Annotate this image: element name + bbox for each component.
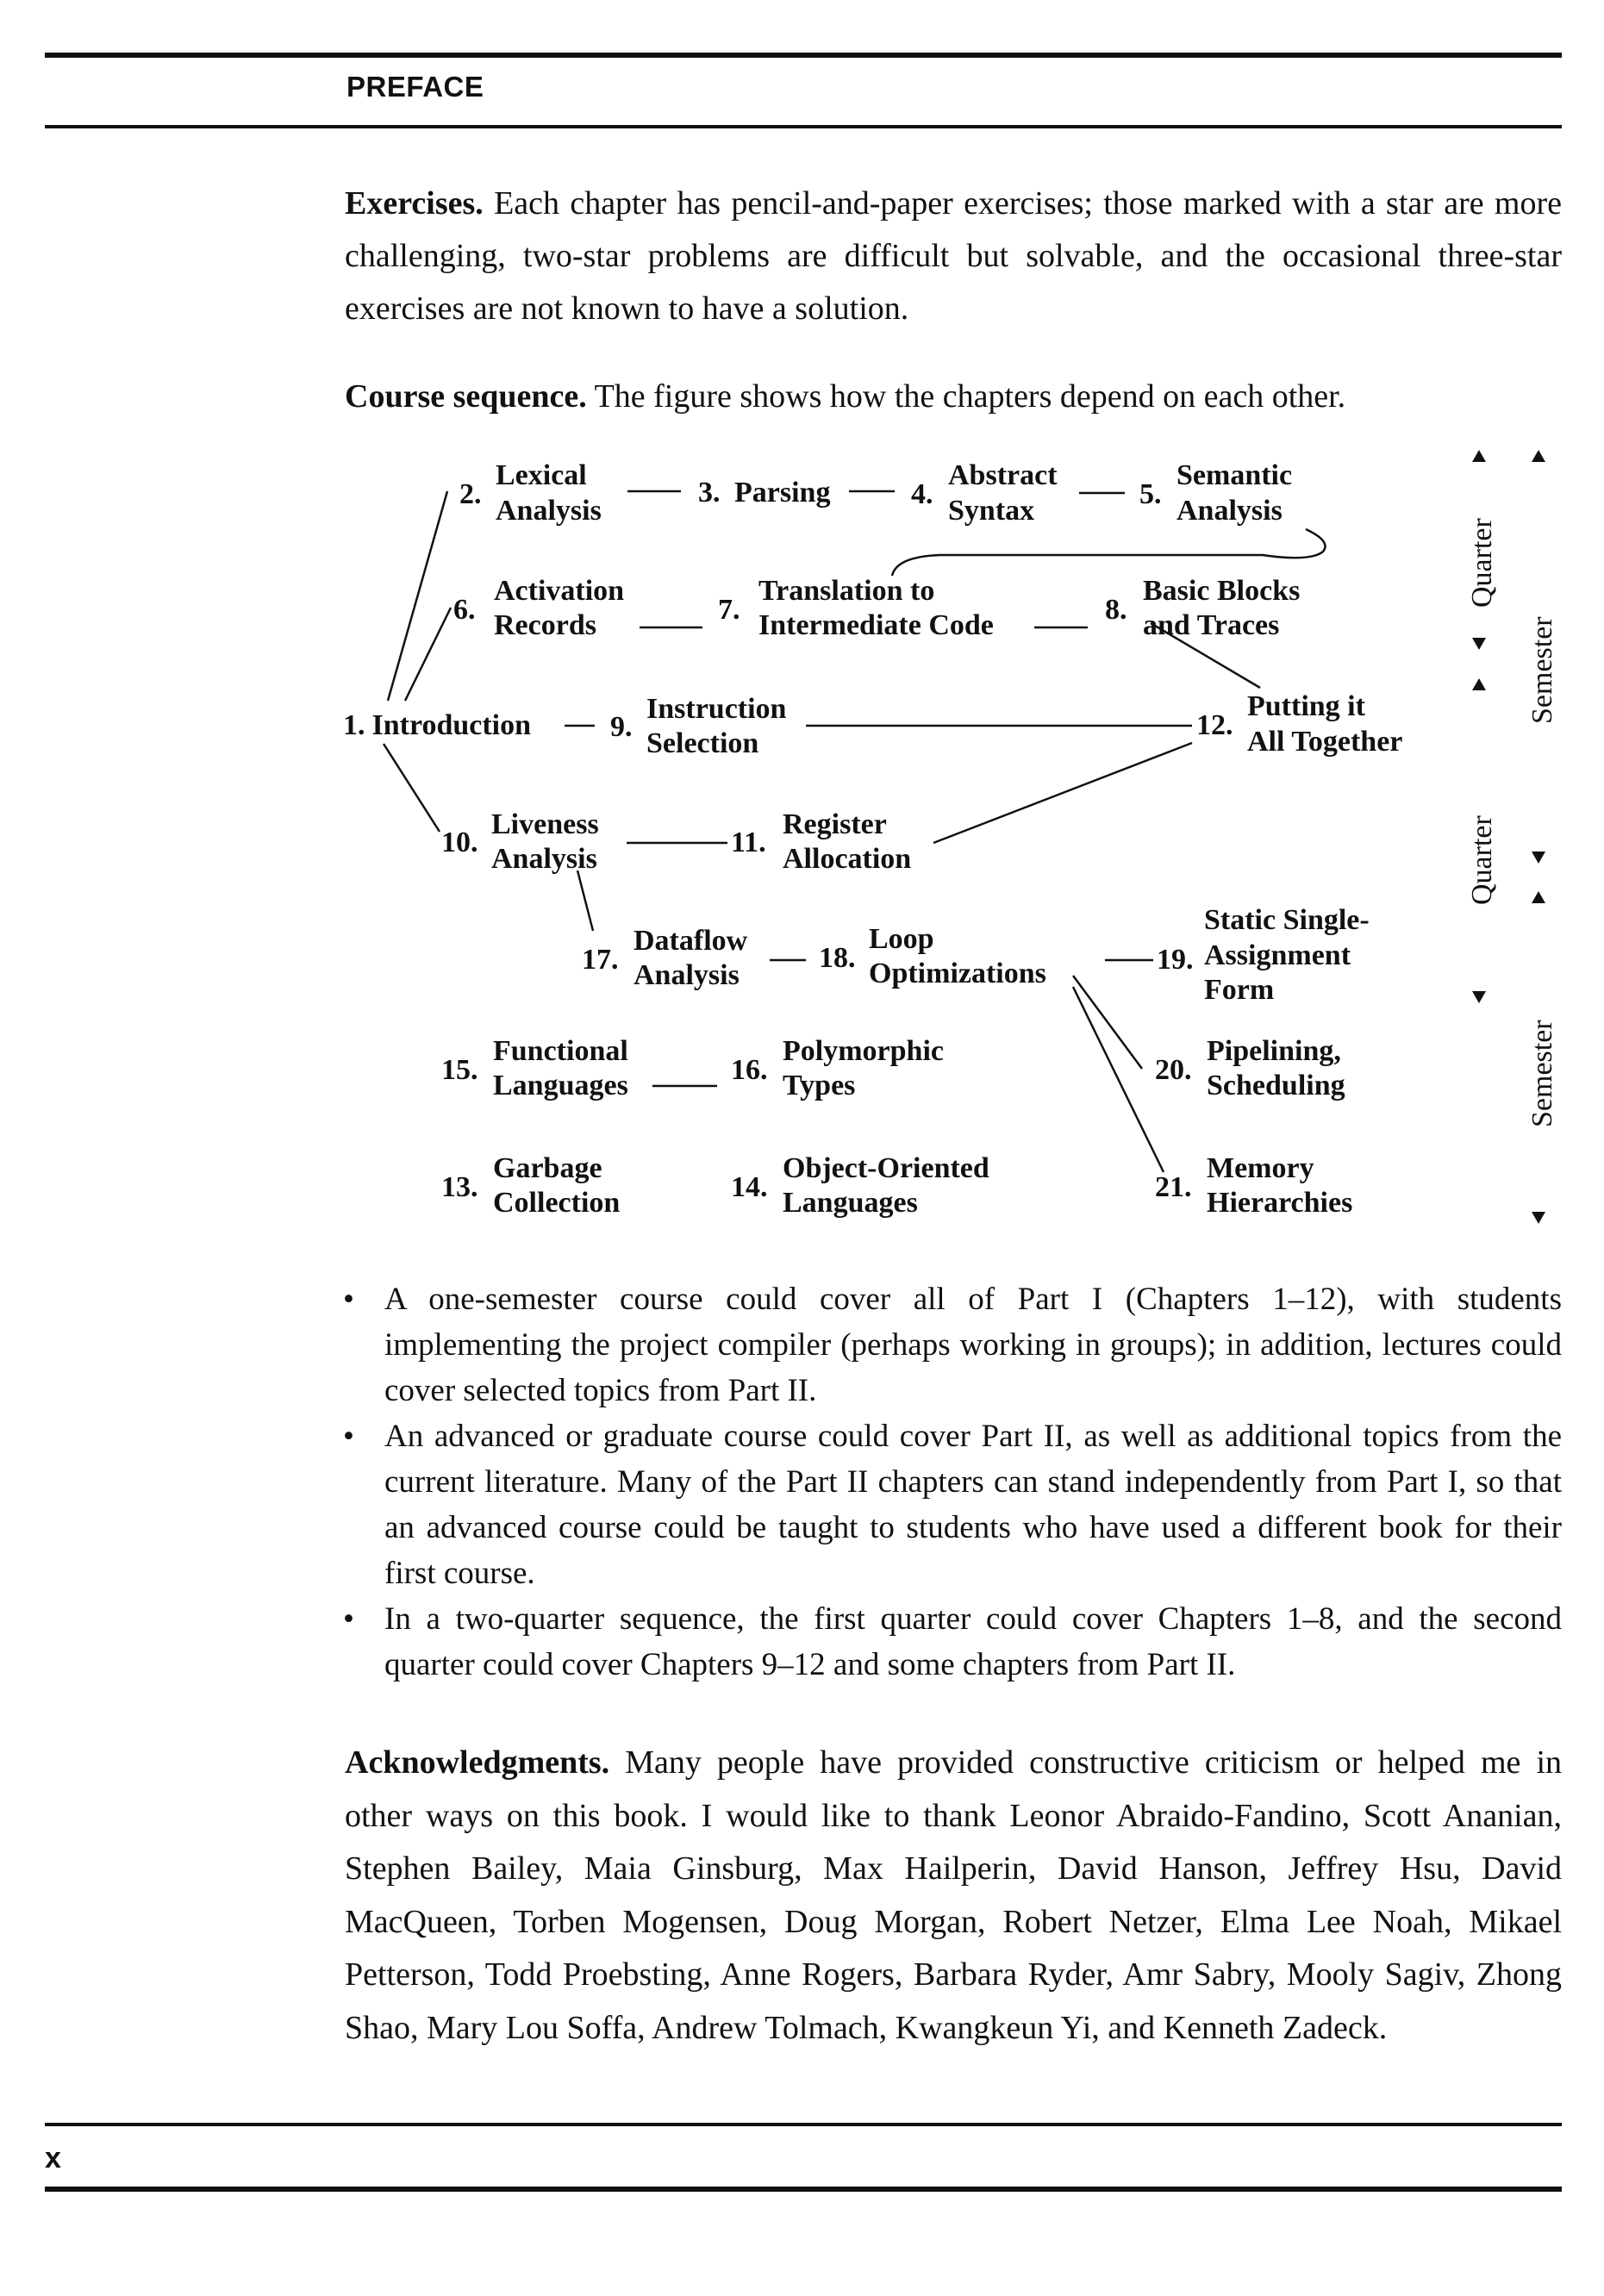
chapter-node-9 bbox=[610, 693, 787, 759]
chapter-4-title-line2: Syntax bbox=[948, 495, 1035, 527]
chapter-6-number: 6. bbox=[453, 594, 476, 626]
chapter-dependency-diagram bbox=[0, 431, 1604, 1293]
chapter-node-5 bbox=[1139, 459, 1292, 527]
chapter-7-title-line1: Translation to bbox=[758, 575, 935, 607]
chapter-19-title-line2: Assignment bbox=[1204, 939, 1351, 971]
chapter-20-title-line2: Scheduling bbox=[1207, 1070, 1345, 1101]
chapter-node-10 bbox=[441, 808, 599, 875]
header-rule bbox=[45, 125, 1562, 128]
chapter-16-title-line2: Types bbox=[783, 1070, 856, 1101]
chapter-3-number: 3. bbox=[698, 477, 721, 508]
chapter-14-title-line1: Object-Oriented bbox=[783, 1152, 989, 1184]
chapter-21-title-line1: Memory bbox=[1207, 1152, 1314, 1184]
page-number: x bbox=[45, 2142, 61, 2174]
chapter-node-12 bbox=[1196, 690, 1402, 758]
chapter-18-title-line2: Optimizations bbox=[869, 958, 1046, 989]
chapter-6-title-line2: Records bbox=[494, 609, 596, 641]
edge-1-10 bbox=[384, 744, 440, 832]
arrow-down-icon bbox=[1532, 852, 1545, 864]
chapter-3-title: Parsing bbox=[734, 477, 831, 508]
chapter-20-title-line1: Pipelining, bbox=[1207, 1035, 1341, 1067]
quarter-label-first: Quarter bbox=[1466, 518, 1498, 608]
acknowledgments-text: Many people have provided constructive criticism or helped me in other ways on this book. I would like to thank Leonor Abraido-Fandino, Scott Ananian, Stephen Bailey, Maia Ginsburg, Max Hailperin, David Hanson, Jeffrey Hsu, David MacQueen, Torben Mogensen, Doug Morgan, Robert Netzer, Elma Lee Noah, Mikael Petterson, Todd Proebsting, Anne Rogers, Barbara Ryder, Amr Sabry, Mooly Sagiv, Zhong Shao, Mary Lou Soffa, Andrew Tolmach, Kwangkeun Yi, and Kenneth Zadeck. bbox=[345, 1744, 1562, 2046]
chapter-6-title-line1: Activation bbox=[494, 575, 625, 607]
chapter-node-7 bbox=[718, 575, 994, 641]
course-options-list bbox=[338, 1276, 1562, 1688]
course-sequence-text: The figure shows how the chapters depend on each other. bbox=[586, 378, 1346, 415]
quarter-label-second: Quarter bbox=[1466, 815, 1498, 905]
chapter-16-title-line1: Polymorphic bbox=[783, 1035, 944, 1067]
svg-text:1.Introduction bbox=[343, 709, 531, 741]
chapter-14-number: 14. bbox=[731, 1171, 768, 1203]
edge-1-2 bbox=[388, 491, 447, 701]
top-rule-thick bbox=[45, 53, 1562, 58]
chapter-15-title-line1: Functional bbox=[493, 1035, 628, 1067]
list-item: • A one-semester course could cover all of Part I (Chapters 1–12), with students implementing the project compiler (perhaps working in groups); in addition, lectures could cover selected topics from Part II. bbox=[338, 1276, 1562, 1413]
running-header: PREFACE bbox=[346, 71, 484, 103]
edge-5-7 bbox=[892, 529, 1326, 576]
semester-label-second: Semester bbox=[1526, 1020, 1558, 1127]
chapter-15-number: 15. bbox=[441, 1054, 478, 1086]
chapter-1-number: 1. bbox=[343, 709, 365, 741]
chapter-node-11 bbox=[731, 808, 911, 875]
chapter-10-number: 10. bbox=[441, 827, 478, 858]
arrow-up-icon bbox=[1532, 891, 1545, 903]
chapter-12-title-line2: All Together bbox=[1247, 726, 1403, 758]
arrow-up-icon bbox=[1472, 450, 1486, 462]
chapter-19-title-line1: Static Single- bbox=[1204, 904, 1370, 936]
chapter-9-title-line2: Selection bbox=[646, 727, 759, 759]
chapter-12-number: 12. bbox=[1196, 709, 1233, 741]
chapter-node-21 bbox=[1155, 1152, 1352, 1219]
chapter-15-title-line2: Languages bbox=[493, 1070, 628, 1101]
chapter-node-6 bbox=[453, 575, 624, 641]
chapter-19-number: 19. bbox=[1157, 944, 1194, 976]
chapter-node-14 bbox=[731, 1152, 989, 1219]
semester-bracket-second bbox=[1526, 891, 1558, 1224]
chapter-1-title: Introduction bbox=[371, 709, 532, 741]
chapter-7-number: 7. bbox=[718, 594, 740, 626]
chapter-8-number: 8. bbox=[1105, 594, 1127, 626]
chapter-11-title-line1: Register bbox=[783, 808, 887, 840]
chapter-5-number: 5. bbox=[1139, 478, 1162, 510]
chapter-5-title-line1: Semantic bbox=[1176, 459, 1293, 491]
chapter-7-title-line2: Intermediate Code bbox=[758, 609, 994, 641]
chapter-11-number: 11. bbox=[731, 827, 766, 858]
chapter-17-title-line1: Dataflow bbox=[633, 925, 748, 957]
chapter-node-16 bbox=[731, 1035, 944, 1101]
chapter-21-title-line2: Hierarchies bbox=[1207, 1187, 1353, 1219]
chapter-14-title-line2: Languages bbox=[783, 1187, 918, 1219]
chapter-19-title-line3: Form bbox=[1204, 974, 1275, 1006]
quarter-bracket-second bbox=[1466, 678, 1498, 1003]
chapter-9-number: 9. bbox=[610, 711, 633, 743]
course-sequence-label: Course sequence. bbox=[345, 378, 587, 415]
chapter-13-number: 13. bbox=[441, 1171, 478, 1203]
chapter-20-number: 20. bbox=[1155, 1054, 1192, 1086]
chapter-18-title-line1: Loop bbox=[869, 923, 934, 955]
chapter-node-18 bbox=[819, 923, 1046, 989]
chapter-13-title-line1: Garbage bbox=[493, 1152, 602, 1184]
chapter-10-title-line1: Liveness bbox=[491, 808, 599, 840]
chapter-13-title-line2: Collection bbox=[493, 1187, 621, 1219]
chapter-12-title-line1: Putting it bbox=[1247, 690, 1365, 722]
chapter-2-number: 2. bbox=[459, 478, 482, 510]
exercises-text: Each chapter has pencil-and-paper exercises; those marked with a star are more challenging, two-star problems are difficult but solvable, and the occasional three-star exercises are not known to have a solution. bbox=[345, 185, 1562, 327]
chapter-21-number: 21. bbox=[1155, 1171, 1192, 1203]
acknowledgments-paragraph bbox=[345, 1737, 1562, 2055]
chapter-2-title-line2: Analysis bbox=[496, 495, 602, 527]
edge-18-20 bbox=[1073, 976, 1142, 1069]
chapter-node-2 bbox=[459, 459, 602, 527]
chapter-17-title-line2: Analysis bbox=[633, 959, 740, 991]
edge-10-17 bbox=[577, 870, 593, 931]
exercises-paragraph bbox=[345, 178, 1562, 335]
chapter-node-13 bbox=[441, 1152, 620, 1219]
chapter-2-title-line1: Lexical bbox=[496, 459, 587, 491]
chapter-11-title-line2: Allocation bbox=[783, 843, 912, 875]
chapter-node-19 bbox=[1157, 904, 1370, 1006]
chapter-8-title-line2: and Traces bbox=[1143, 609, 1280, 641]
list-item: • An advanced or graduate course could cover Part II, as well as additional topics from the current literature. Many of the Part II chapters can stand independently from Part I, so that an advanced course could be taught to students who have used a different book for their first course. bbox=[338, 1413, 1562, 1596]
arrow-down-icon bbox=[1472, 638, 1486, 650]
chapter-node-8 bbox=[1105, 575, 1300, 641]
chapter-node-20 bbox=[1155, 1035, 1345, 1101]
semester-bracket-first bbox=[1526, 450, 1558, 864]
chapter-9-title-line1: Instruction bbox=[646, 693, 787, 725]
exercises-label: Exercises. bbox=[345, 185, 484, 221]
arrow-up-icon bbox=[1472, 678, 1486, 690]
chapter-node-4 bbox=[911, 459, 1058, 527]
arrow-down-icon bbox=[1532, 1212, 1545, 1224]
edge-18-21 bbox=[1073, 987, 1164, 1172]
semester-label-first: Semester bbox=[1526, 616, 1558, 724]
arrow-up-icon bbox=[1532, 450, 1545, 462]
chapter-node-1 bbox=[343, 709, 531, 741]
chapter-node-17 bbox=[582, 925, 748, 991]
arrow-down-icon bbox=[1472, 991, 1486, 1003]
list-item: • In a two-quarter sequence, the first quarter could cover Chapters 1–8, and the second quarter could cover Chapters 9–12 and some chapters from Part II. bbox=[338, 1596, 1562, 1688]
course-sequence-paragraph bbox=[345, 371, 1562, 423]
chapter-4-title-line1: Abstract bbox=[948, 459, 1058, 491]
chapter-node-3 bbox=[698, 477, 830, 508]
quarter-bracket-first bbox=[1466, 450, 1498, 650]
chapter-8-title-line1: Basic Blocks bbox=[1143, 575, 1301, 607]
edge-11-12 bbox=[933, 743, 1192, 843]
chapter-18-number: 18. bbox=[819, 942, 856, 974]
footer-rule bbox=[45, 2123, 1562, 2126]
chapter-10-title-line2: Analysis bbox=[491, 843, 597, 875]
chapter-node-15 bbox=[441, 1035, 628, 1101]
chapter-17-number: 17. bbox=[582, 944, 619, 976]
acknowledgments-label: Acknowledgments. bbox=[345, 1744, 610, 1781]
chapter-16-number: 16. bbox=[731, 1054, 768, 1086]
chapter-5-title-line2: Analysis bbox=[1176, 495, 1283, 527]
bottom-rule-thick bbox=[45, 2187, 1562, 2192]
edge-1-6 bbox=[405, 608, 451, 701]
chapter-4-number: 4. bbox=[911, 478, 933, 510]
